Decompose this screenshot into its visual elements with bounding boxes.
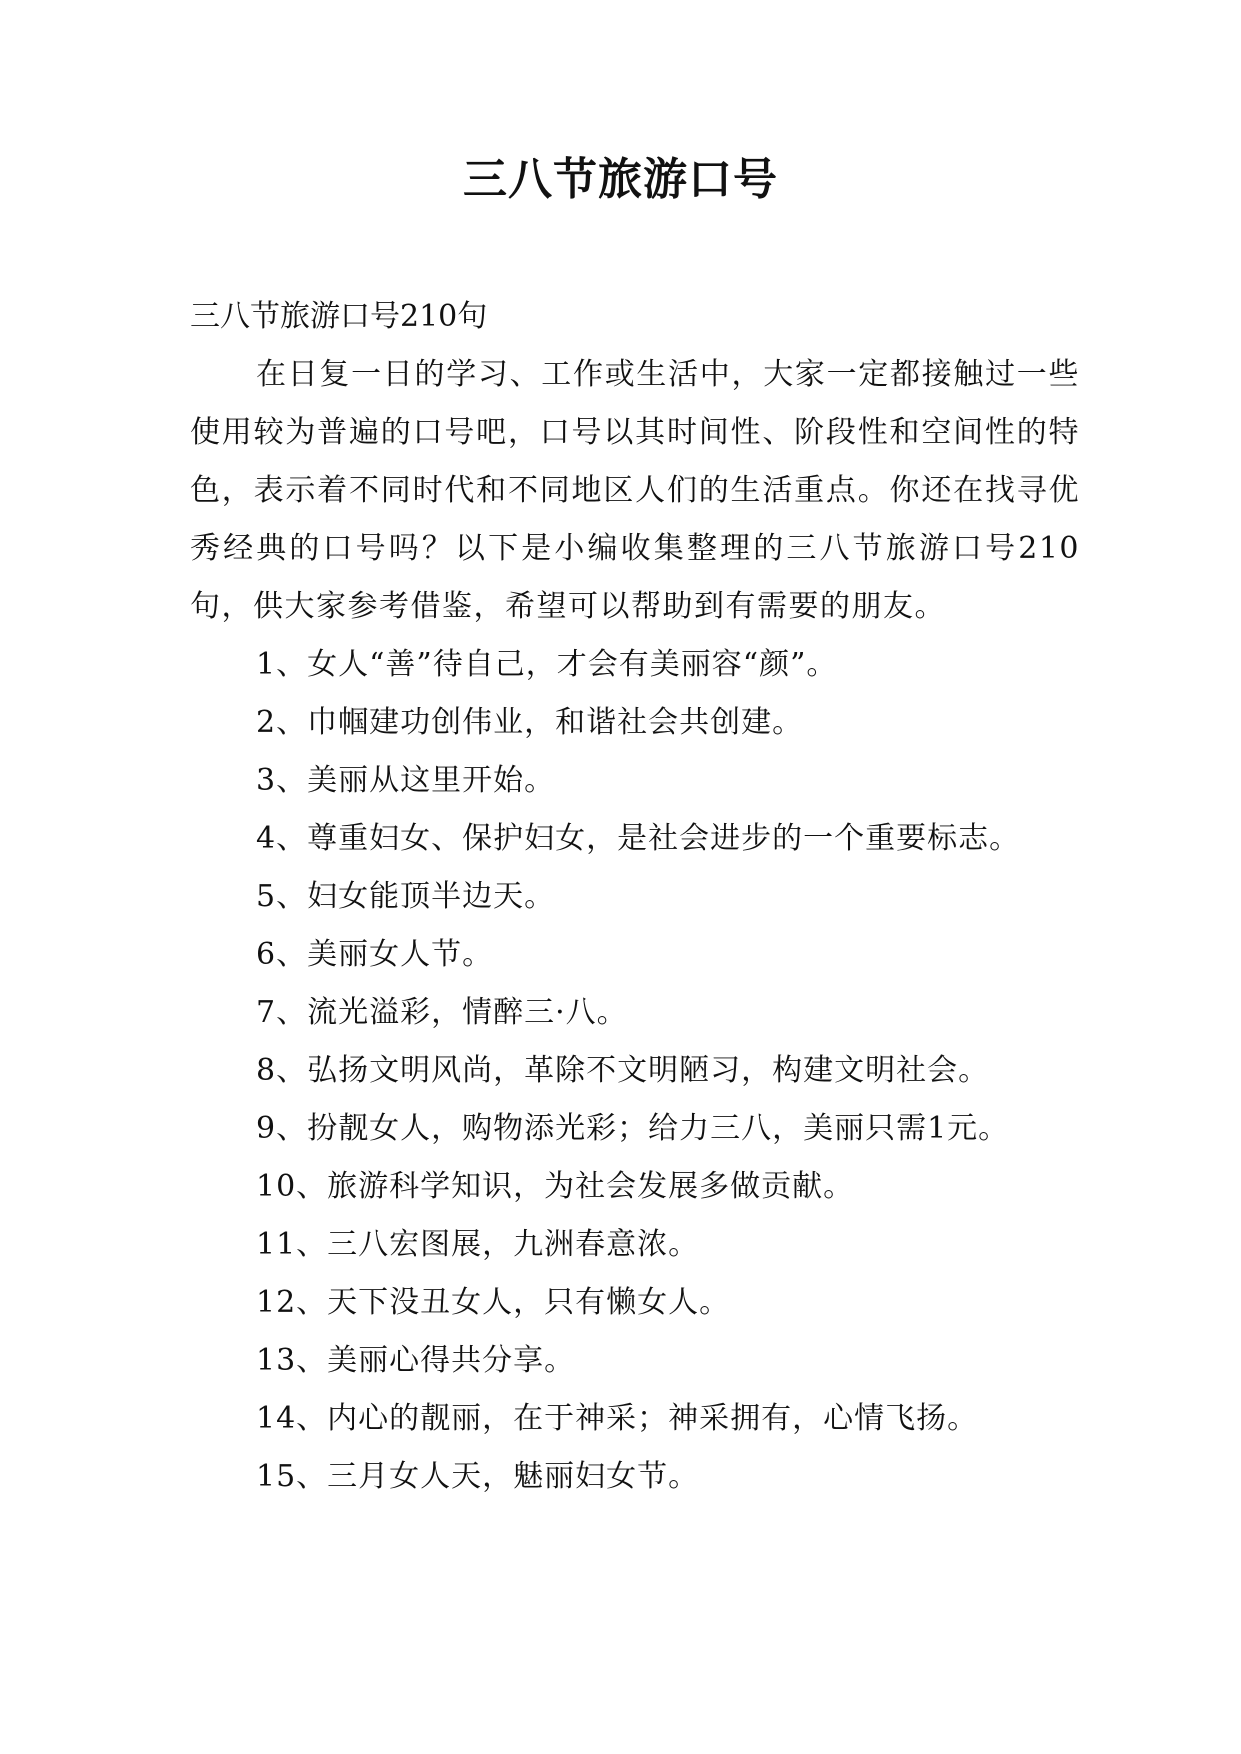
slogan-item: 9、扮靓女人，购物添光彩；给力三八，美丽只需1元。 [256, 1111, 1010, 1146]
slogan-item: 6、美丽女人节。 [256, 937, 494, 972]
slogan-item: 5、妇女能顶半边天。 [256, 879, 556, 914]
slogan-item: 13、美丽心得共分享。 [256, 1343, 576, 1378]
intro-paragraph: 在日复一日的学习、工作或生活中，大家一定都接触过一些使用较为普遍的口号吧，口号以其时间性、阶段性和空间性的特色，表示着不同时代和不同地区人们的生活重点。你还在找寻优秀经典的口号吗？以下是小编收集整理的三八节旅游口号210句，供大家参考借鉴，希望可以帮助到有需要的朋友。 [190, 357, 1080, 624]
document-body [190, 288, 1080, 1506]
document-subtitle: 三八节旅游口号210句 [190, 299, 488, 334]
slogan-item: 3、美丽从这里开始。 [256, 763, 556, 798]
slogan-item: 10、旅游科学知识，为社会发展多做贡献。 [256, 1169, 855, 1204]
slogan-item: 14、内心的靓丽，在于神采；神采拥有，心情飞扬。 [256, 1401, 979, 1436]
slogan-item: 7、流光溢彩，情醉三·八。 [256, 995, 628, 1030]
document-title: 三八节旅游口号 [463, 154, 778, 205]
slogan-list [190, 636, 1080, 1506]
slogan-item: 4、尊重妇女、保护妇女，是社会进步的一个重要标志。 [256, 821, 1021, 856]
slogan-item: 15、三月女人天，魅丽妇女节。 [256, 1459, 700, 1494]
slogan-item: 2、巾帼建功创伟业，和谐社会共创建。 [256, 705, 804, 740]
slogan-item: 12、天下没丑女人，只有懒女人。 [256, 1285, 731, 1320]
slogan-item: 11、三八宏图展，九洲春意浓。 [256, 1227, 700, 1262]
slogan-item: 1、女人“善”待自己，才会有美丽容“颜”。 [256, 647, 838, 682]
slogan-item: 8、弘扬文明风尚，革除不文明陋习，构建文明社会。 [256, 1053, 990, 1088]
